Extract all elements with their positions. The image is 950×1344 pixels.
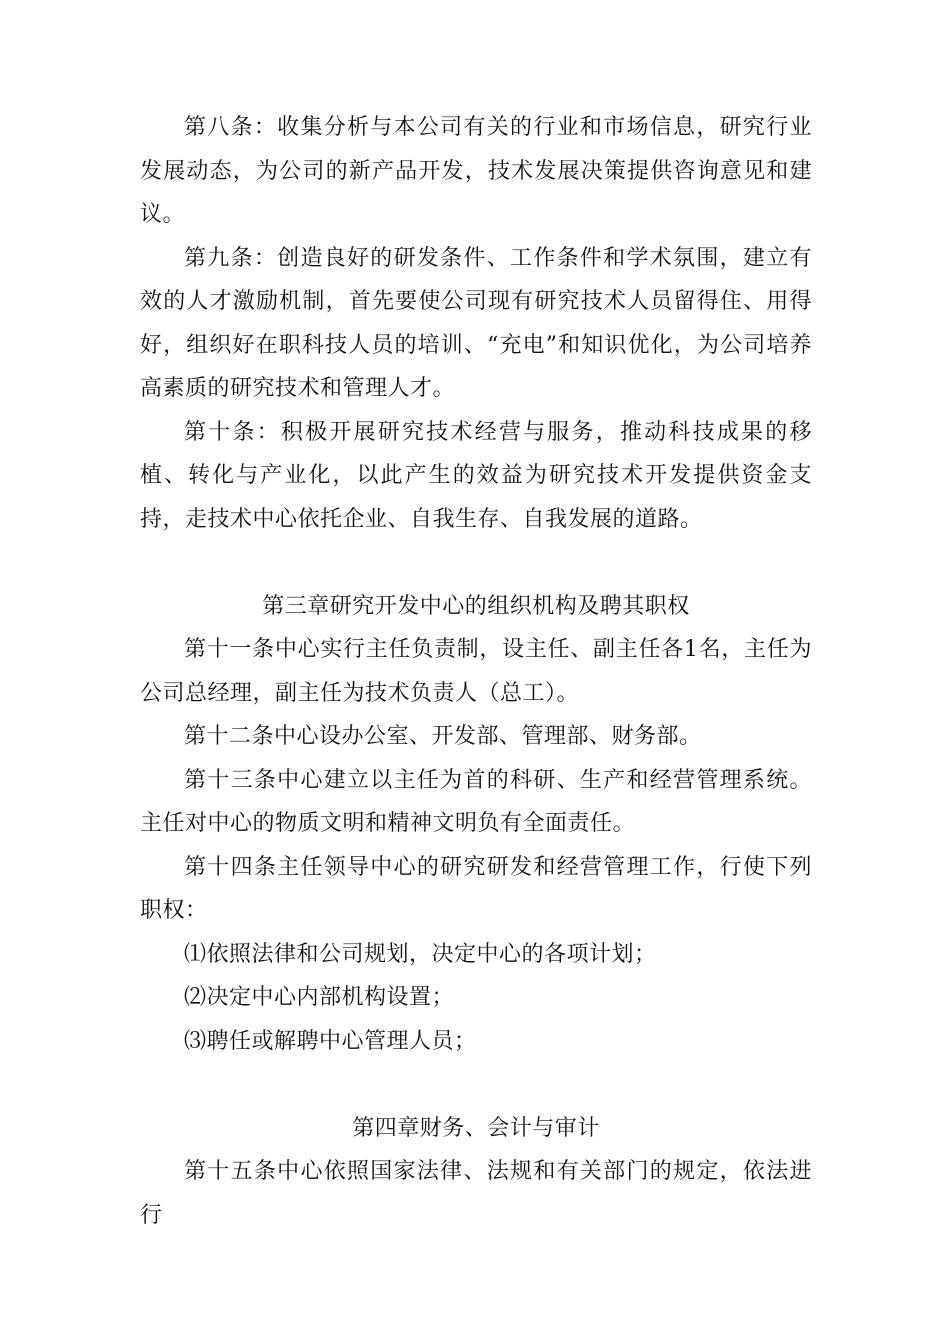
document-body bbox=[140, 106, 812, 1237]
chapter-4-heading: 第四章财务、会计与审计 bbox=[352, 1115, 600, 1141]
section-spacer bbox=[140, 1063, 812, 1107]
paragraph-article-14: 第十四条主任领导中心的研究研发和经营管理工作，行使下列职权： bbox=[140, 854, 812, 923]
paragraph-article-13: 第十三条中心建立以主任为首的科研、生产和经营管理系统。主任对中心的物质文明和精神文明负有全面责任。 bbox=[140, 767, 812, 836]
paragraph-article-12: 第十二条中心设办公室、开发部、管理部、财务部。 bbox=[184, 724, 702, 749]
section-spacer bbox=[140, 541, 812, 585]
list-item-3: ⑶聘任或解聘中心管理人员； bbox=[184, 1028, 477, 1054]
chapter-3-heading: 第三章研究开发中心的组织机构及聘其职权 bbox=[262, 593, 690, 619]
paragraph-article-15: 第十五条中心依照国家法律、法规和有关部门的规定，依法进行 bbox=[140, 1159, 812, 1228]
paragraph-article-10: 第十条：积极开展研究技术经营与服务，推动科技成果的移植、转化与产业化，以此产生的效益为研究技术开发提供资金支持，走技术中心依托企业、自我生存、自我发展的道路。 bbox=[140, 419, 812, 532]
list-item-1: ⑴依照法律和公司规划，决定中心的各项计划； bbox=[184, 941, 657, 967]
paragraph-article-9: 第九条：创造良好的研发条件、工作条件和学术氛围，建立有效的人才激励机制，首先要使公司现有研究技术人员留得住、用得好，组织好在职科技人员的培训、“充电”和知识优化，为公司培养高素质的研究技术和管理人才。 bbox=[140, 245, 812, 401]
list-item-2: ⑵决定中心内部机构设置； bbox=[184, 985, 455, 1010]
paragraph-article-8: 第八条：收集分析与本公司有关的行业和市场信息，研究行业发展动态，为公司的新产品开发，技术发展决策提供咨询意见和建议。 bbox=[140, 115, 812, 227]
paragraph-article-11: 第十一条中心实行主任负责制，设主任、副主任各1名，主任为公司总经理，副主任为技术负责人（总工）。 bbox=[140, 637, 812, 706]
